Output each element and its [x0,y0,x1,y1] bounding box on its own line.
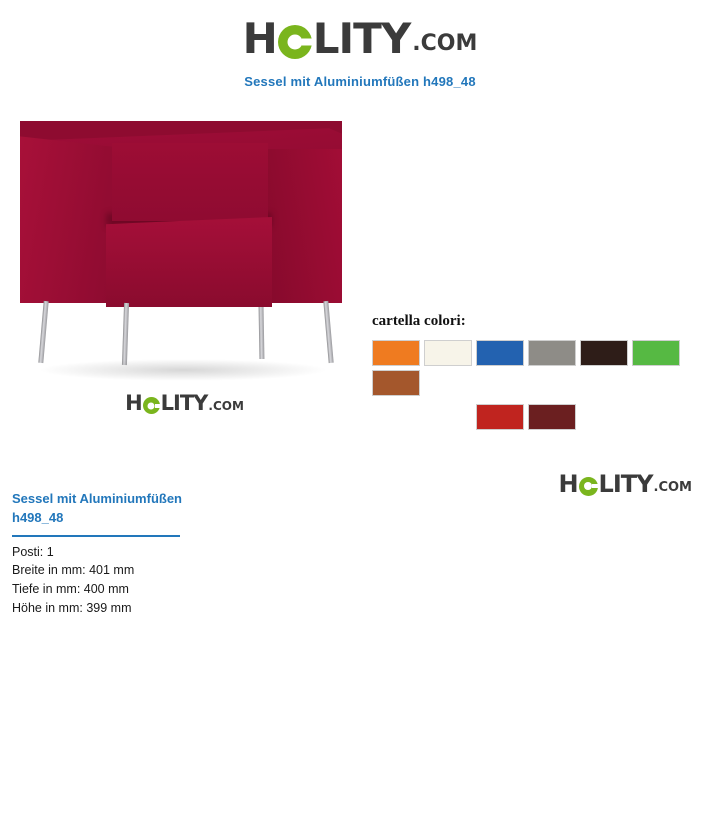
color-card-panel [372,101,708,496]
description-title-line2: h498_48 [12,509,64,525]
title-divider [12,535,180,537]
description-title-line1: Sessel mit Aluminiumfüßen [12,491,182,506]
color-swatch-light-brown[interactable] [372,370,420,396]
logo-letter-h: H [242,14,277,63]
color-swatch-green[interactable] [632,340,680,366]
logo-o-icon [143,397,160,414]
color-swatch-blue[interactable] [476,340,524,366]
spec-list [12,543,412,618]
logo-com-suffix: .COM [208,398,244,413]
logo-com-suffix: .COM [412,31,478,56]
spec-item: Posti: 1 [12,544,54,559]
color-swatch-list [372,340,692,430]
spec-item: Breite in mm: 401 mm [12,563,135,578]
logo-o-icon [278,25,312,59]
spec-item: Tiefe in mm: 400 mm [12,582,129,597]
floor-shadow [38,359,328,381]
main-content [0,101,720,498]
color-swatch-dark-brown[interactable] [580,340,628,366]
logo-letters-lity: LITY [312,14,411,63]
panel-logo [372,472,708,496]
product-description [12,490,412,618]
page-title: Sessel mit Aluminiumfüßen h498_48 [244,74,476,89]
holity-logo[interactable] [242,14,478,63]
logo-com-suffix: .COM [653,479,692,495]
product-image[interactable] [12,101,357,415]
color-swatch-cream[interactable] [424,340,472,366]
image-watermark [12,393,357,414]
color-swatch-bordeaux[interactable] [528,404,576,430]
spec-item: Höhe in mm: 399 mm [12,600,132,615]
color-card-title: cartella colori: [372,313,466,329]
logo-letters-lity: LITY [160,391,208,415]
holity-logo-watermark [125,393,244,414]
logo-letter-h: H [125,391,142,415]
color-swatch-orange[interactable] [372,340,420,366]
logo-o-icon [579,477,598,496]
description-title [12,490,412,528]
holity-logo-small [558,472,692,496]
logo-letter-h: H [558,470,578,498]
armchair-illustration [20,121,342,321]
color-swatch-red[interactable] [476,404,524,430]
color-swatch-grey[interactable] [528,340,576,366]
logo-letters-lity: LITY [598,470,653,498]
site-header [0,0,720,63]
